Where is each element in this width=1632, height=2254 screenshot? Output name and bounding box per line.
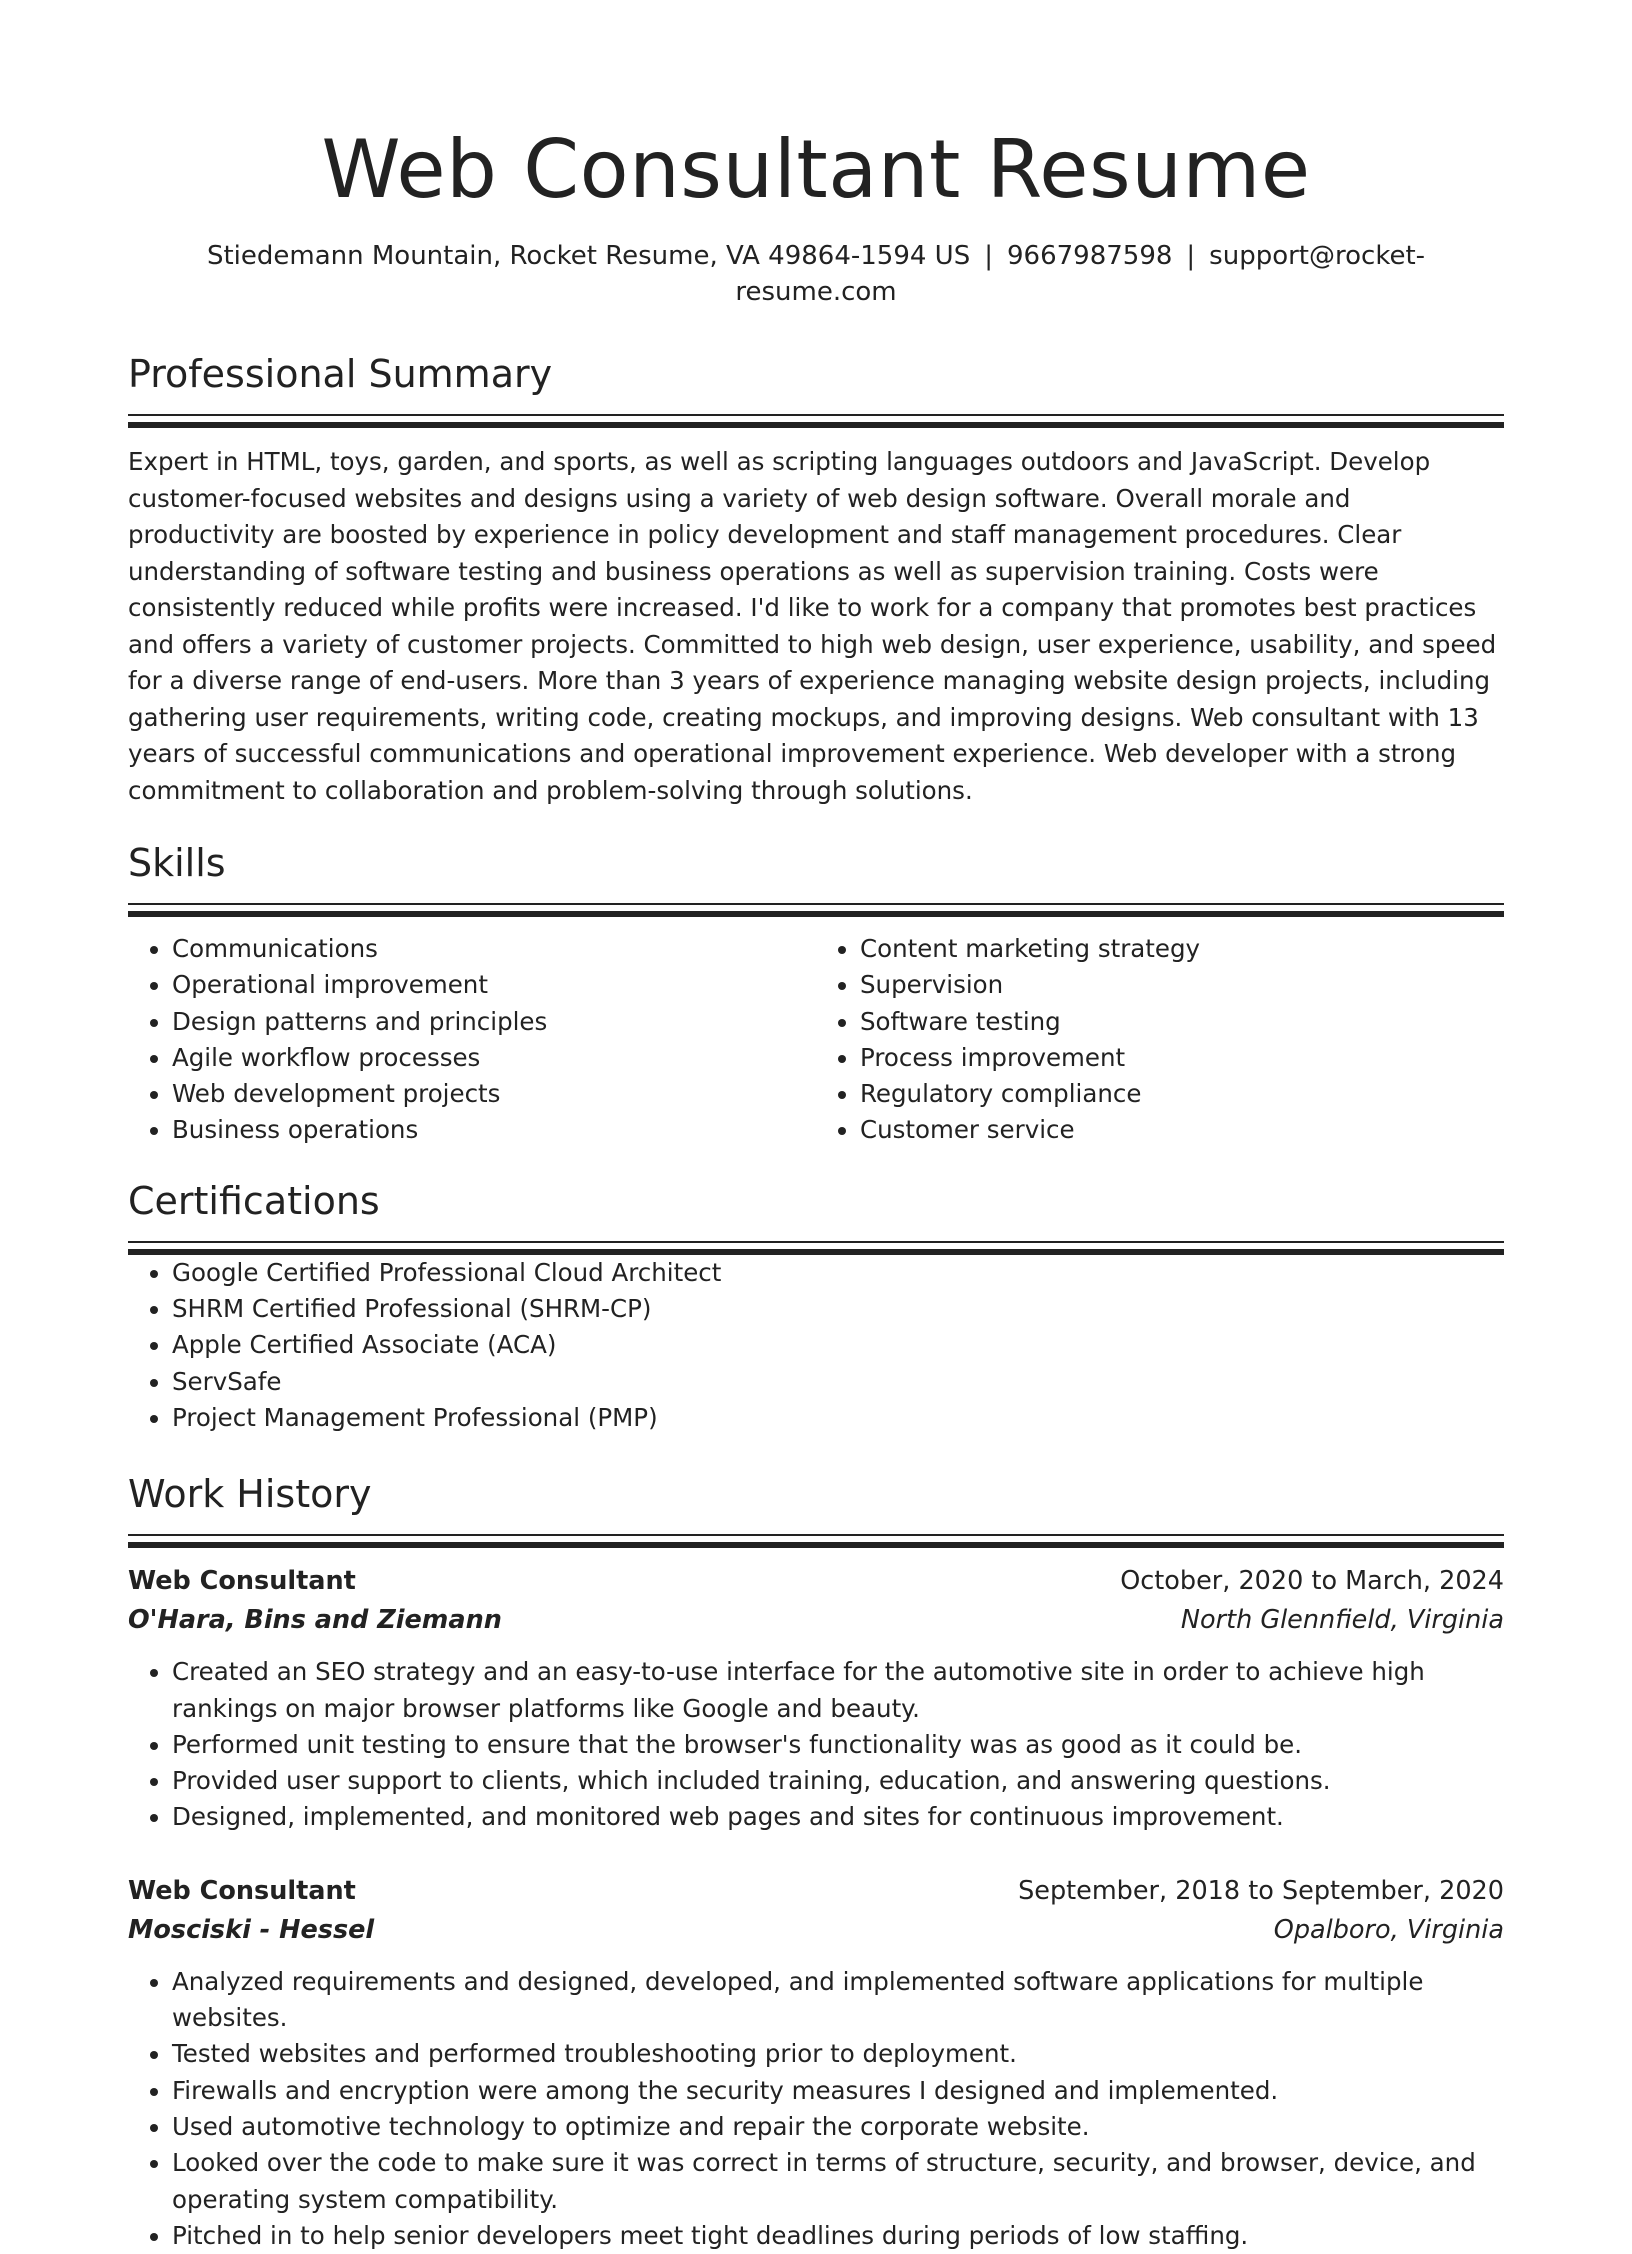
job-duty: • Provided user support to clients, which included training, education, and answering questions. <box>172 1763 1504 1799</box>
skill-item: • Supervision <box>860 967 1504 1003</box>
work-history-heading: Work History <box>128 1472 372 1517</box>
job-duties-list <box>128 1654 1504 1835</box>
skill-item: • Software testing <box>860 1004 1504 1040</box>
job-company: O'Hara, Bins and Ziemann <box>128 1605 502 1636</box>
job-duty: • Used automotive technology to optimize and repair the corporate website. <box>172 2109 1504 2145</box>
skill-item: • Web development projects <box>172 1076 816 1112</box>
certification-item: • Project Management Professional (PMP) <box>172 1400 1504 1436</box>
skill-item: • Customer service <box>860 1112 1504 1148</box>
skills-columns <box>128 931 1504 1149</box>
job-entry <box>128 1872 1504 2254</box>
job-duty: • Tested websites and performed troubleshooting prior to deployment. <box>172 2036 1504 2072</box>
job-title: Web Consultant <box>128 1875 356 1906</box>
job-duties-list <box>128 1964 1504 2254</box>
job-header-row <box>128 1562 1504 1601</box>
skill-item: • Content marketing strategy <box>860 931 1504 967</box>
contact-email: support@rocket-resume.com <box>735 241 1426 307</box>
job-company-row <box>128 1911 1504 1950</box>
certifications-list <box>128 1255 1504 1436</box>
contact-separator: | <box>1186 241 1196 271</box>
summary-heading: Professional Summary <box>128 352 553 396</box>
job-location: North Glennfield, Virginia <box>1180 1605 1504 1636</box>
job-title: Web Consultant <box>128 1566 356 1597</box>
job-header-row <box>128 1872 1504 1911</box>
skill-item: • Communications <box>172 931 816 967</box>
skills-list-left <box>128 931 816 1149</box>
certifications-section <box>128 1177 1504 1436</box>
job-entry <box>128 1562 1504 1835</box>
job-duty: • Created an SEO strategy and an easy-to-use interface for the automotive site in order to achieve high rankings on major browser platforms like Google and beauty. <box>172 1654 1504 1727</box>
contact-line <box>128 238 1504 310</box>
work-history-section <box>128 1470 1504 2254</box>
contact-separator: | <box>984 241 993 271</box>
skill-item: • Agile workflow processes <box>172 1040 816 1076</box>
job-location: Opalboro, Virginia <box>1273 1914 1504 1945</box>
job-company-row <box>128 1601 1504 1640</box>
certification-item: • ServSafe <box>172 1364 1504 1400</box>
skill-item: • Design patterns and principles <box>172 1004 816 1040</box>
job-duty: • Designed, implemented, and monitored web pages and sites for continuous improvement. <box>172 1799 1504 1835</box>
resume-title: Web Consultant Resume <box>321 123 1311 216</box>
contact-address: Stiedemann Mountain, Rocket Resume, VA 49864-1594 US <box>206 241 971 271</box>
job-duty: • Looked over the code to make sure it was correct in terms of structure, security, and browser, device, and operating system compatibility. <box>172 2145 1504 2218</box>
summary-text: Expert in HTML, toys, garden, and sports, as well as scripting languages outdoors and JavaScript. Develop customer-focused websites and designs using a variety of web design software. Overall morale and productivity are boosted by experience in policy development and staff management procedures. Clear understanding of software testing and business operations as well as supervision training. Costs were consistently reduced while profits were increased. I'd like to work for a company that promotes best practices and offers a variety of customer projects. Committed to high web design, user experience, usability, and speed for a diverse range of end-users. More than 3 years of experience managing website design projects, including gathering user requirements, writing code, creating mockups, and improving designs. Web consultant with 13 years of successful communications and operational improvement experience. Web developer with a strong commitment to collaboration and problem-solving through solutions. <box>128 447 1497 805</box>
skills-section <box>128 839 1504 1149</box>
section-divider <box>128 1241 1504 1255</box>
skills-list-right <box>816 931 1504 1149</box>
certifications-heading: Certifications <box>128 1178 380 1223</box>
skill-item: • Regulatory compliance <box>860 1076 1504 1112</box>
certification-item: • Google Certified Professional Cloud Architect <box>172 1255 1504 1291</box>
job-company: Mosciski - Hessel <box>128 1914 375 1945</box>
section-divider <box>128 414 1504 428</box>
certification-item: • SHRM Certified Professional (SHRM-CP) <box>172 1291 1504 1327</box>
job-dates: October, 2020 to March, 2024 <box>1120 1566 1504 1597</box>
job-duty: • Firewalls and encryption were among the security measures I designed and implemented. <box>172 2073 1504 2109</box>
job-dates: September, 2018 to September, 2020 <box>1018 1875 1504 1906</box>
skill-item: • Business operations <box>172 1112 816 1148</box>
summary-section <box>128 350 1504 809</box>
contact-phone: 9667987598 <box>1006 241 1173 271</box>
job-duty: • Analyzed requirements and designed, developed, and implemented software applications for multiple websites. <box>172 1964 1504 2037</box>
certification-item: • Apple Certified Associate (ACA) <box>172 1327 1504 1363</box>
section-divider <box>128 1534 1504 1548</box>
skills-heading: Skills <box>128 841 226 885</box>
skill-item: • Process improvement <box>860 1040 1504 1076</box>
job-duty: • Pitched in to help senior developers meet tight deadlines during periods of low staffing. <box>172 2218 1504 2254</box>
section-divider <box>128 903 1504 917</box>
skill-item: • Operational improvement <box>172 967 816 1003</box>
job-duty: • Performed unit testing to ensure that the browser's functionality was as good as it could be. <box>172 1727 1504 1763</box>
